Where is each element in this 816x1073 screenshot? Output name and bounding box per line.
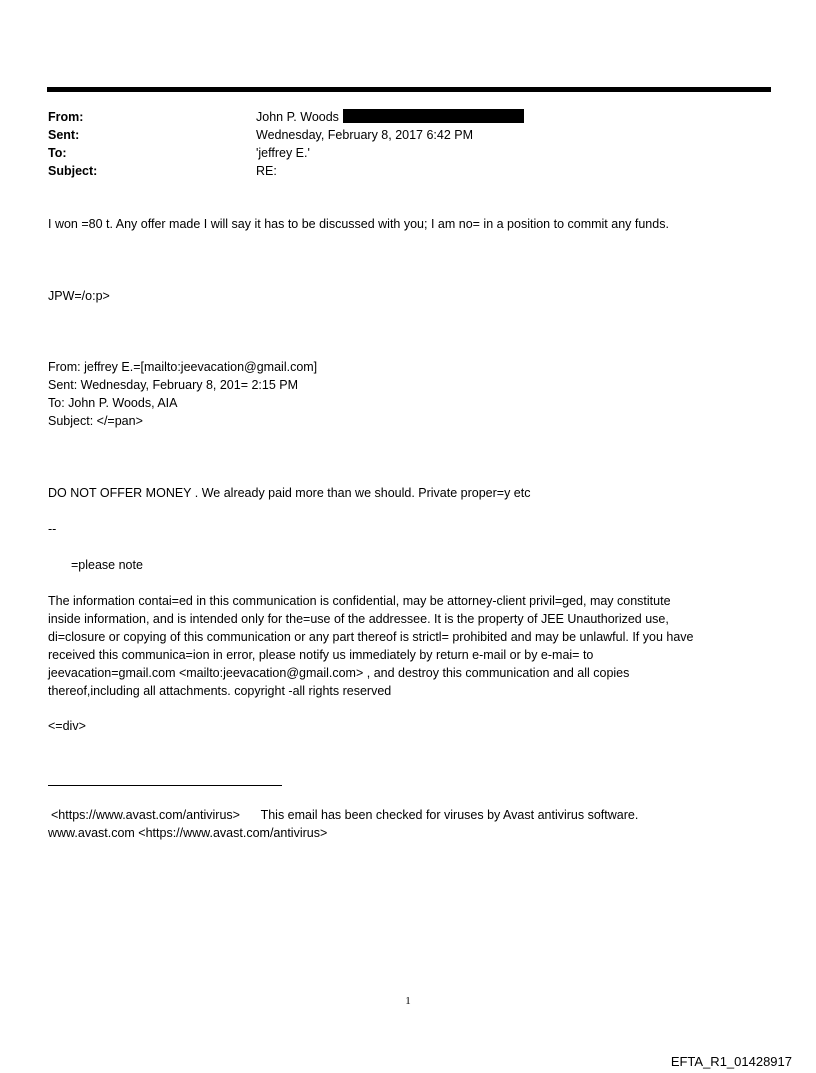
avast-line-1: <https://www.avast.com/antivirus> This email has been checked for viruses by Avast antivirus software. — [51, 808, 639, 822]
subject-label: Subject: — [48, 164, 98, 178]
to-row — [48, 144, 524, 162]
quoted-from: From: jeffrey E.=[mailto:jeevacation@gmail.com] — [48, 360, 318, 374]
redaction-box — [343, 109, 524, 123]
signature-rule — [48, 785, 282, 786]
header-rule — [47, 87, 771, 92]
sent-label: Sent: — [48, 128, 80, 142]
disclaimer-line: inside information, and is intended only for the=use of the addressee. It is the property of JEE Unauthorized use, — [48, 612, 669, 626]
disclaimer-line: The information contai=ed in this communication is confidential, may be attorney-client privil=ged, may constitute — [48, 594, 671, 608]
bates-number: EFTA_R1_01428917 — [670, 1054, 792, 1069]
email-header — [48, 108, 524, 180]
quoted-to: To: John P. Woods, AIA — [48, 396, 178, 410]
subject-row — [48, 162, 524, 180]
from-row — [48, 108, 524, 126]
to-value: 'jeffrey E.' — [256, 146, 310, 160]
div-tag: <=div> — [48, 719, 86, 733]
quoted-message: DO NOT OFFER MONEY . We already paid more than we should. Private proper=y etc — [48, 486, 531, 500]
disclaimer-line: jeevacation=gmail.com <mailto:jeevacation@gmail.com> , and destroy this communication and all copies — [48, 666, 630, 680]
please-note: =please note — [71, 558, 143, 572]
reply-text: I won =80 t. Any offer made I will say it has to be discussed with you; I am no= in a position to commit any funds. — [48, 217, 669, 231]
subject-value: RE: — [256, 164, 277, 178]
disclaimer-line: di=closure or copying of this communication or any part thereof is strictl= prohibited and may be unlawful. If you have — [48, 630, 694, 644]
quoted-sent: Sent: Wednesday, February 8, 201= 2:15 PM — [48, 378, 299, 392]
from-value — [256, 108, 524, 126]
avast-line-2: www.avast.com <https://www.avast.com/antivirus> — [48, 826, 328, 840]
sent-value: Wednesday, February 8, 2017 6:42 PM — [256, 128, 474, 142]
page-number: 1 — [405, 995, 411, 1007]
quoted-header — [48, 358, 778, 430]
dashes: -- — [48, 522, 57, 536]
to-label: To: — [48, 146, 67, 160]
sent-row — [48, 126, 524, 144]
from-label: From: — [48, 110, 84, 124]
signoff: JPW=/o:p> — [48, 289, 110, 303]
disclaimer-line: thereof,including all attachments. copyright -all rights reserved — [48, 684, 392, 698]
disclaimer — [48, 592, 778, 700]
from-name: John P. Woods — [256, 110, 339, 124]
quoted-subject: Subject: </=pan> — [48, 414, 143, 428]
disclaimer-line: received this communica=ion in error, please notify us immediately by return e-mail or by e-mai= to — [48, 648, 594, 662]
